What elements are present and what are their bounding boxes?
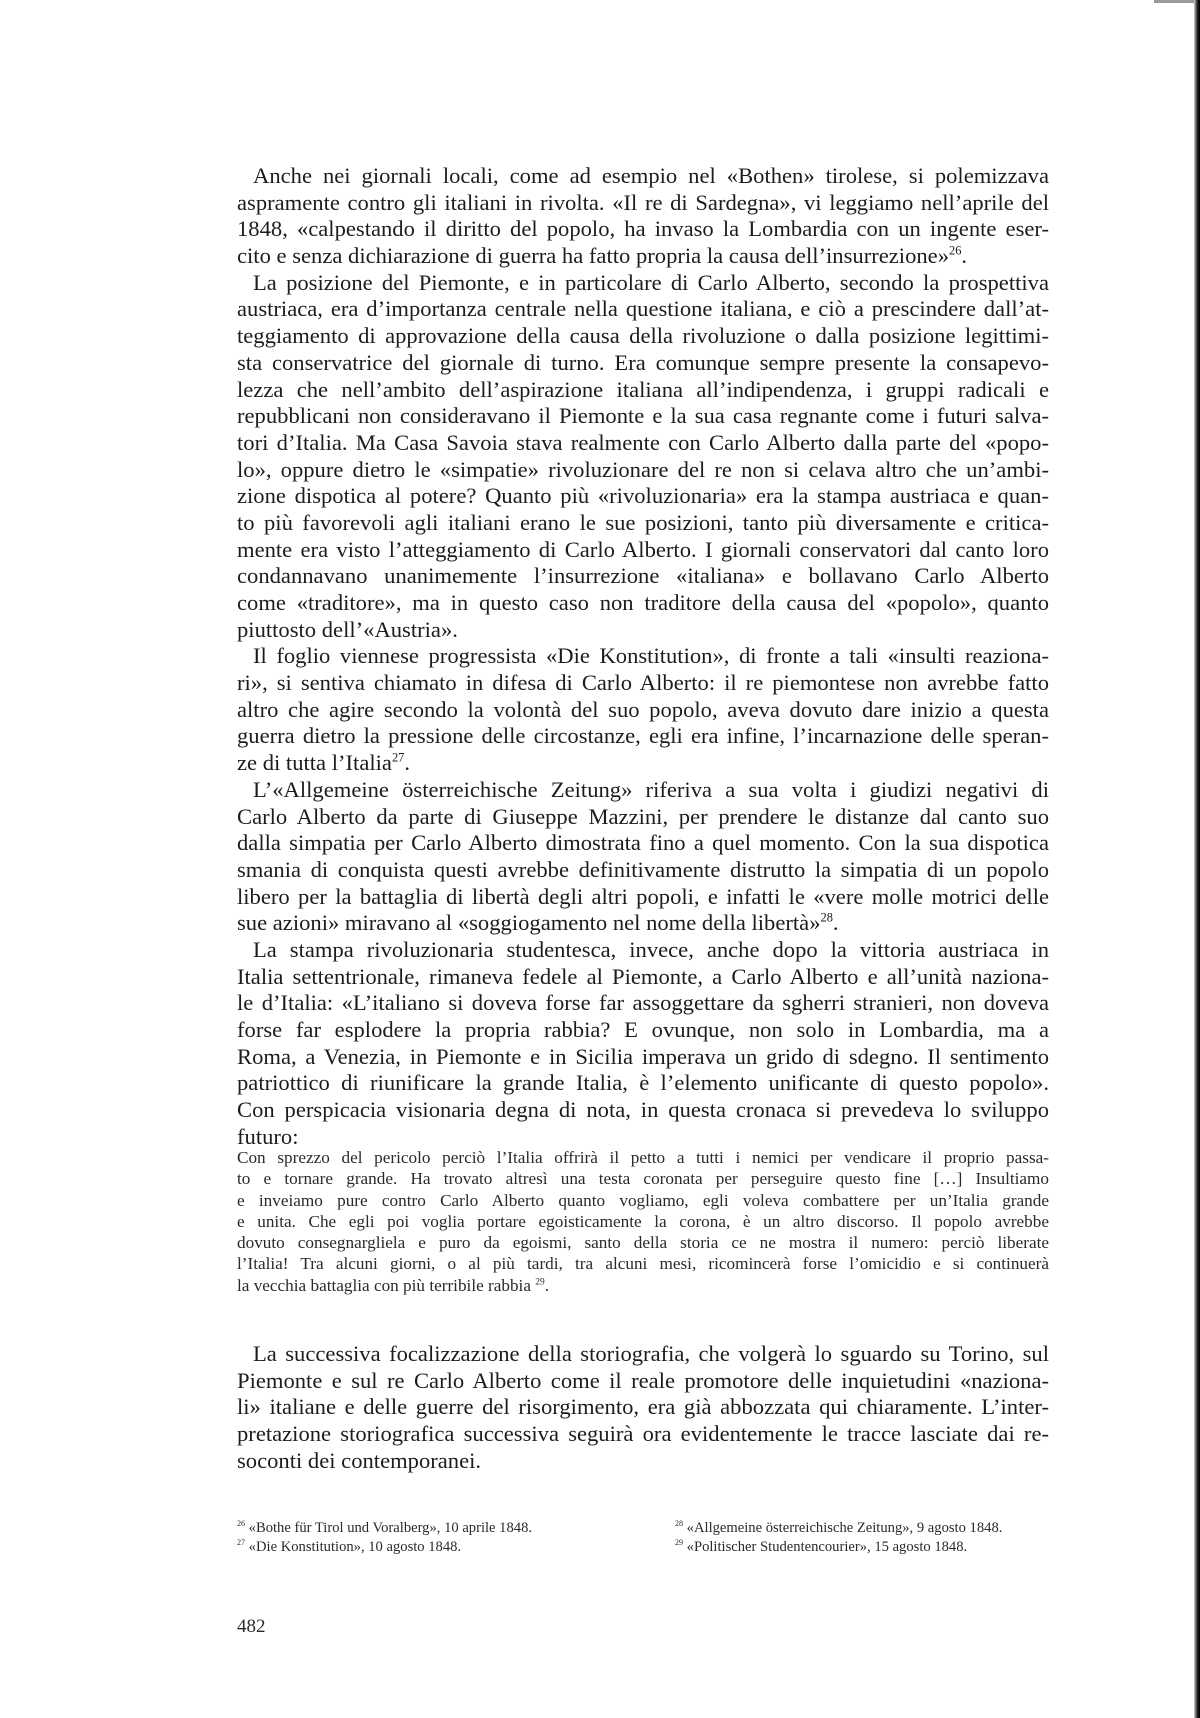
line-text: condannavano unanimemente l’insurrezione «italiana» e bollavano Carlo Alberto (237, 563, 1049, 589)
line-text: 1848, «calpestando il diritto del popolo, ha invaso la Lombardia con un ingente eser- (237, 216, 1049, 242)
footnote-number: 29 (675, 1538, 684, 1548)
line-text: aspramente contro gli italiani in rivolta. «Il re di Sardegna», vi leggiamo nell’aprile del (237, 189, 1049, 215)
line-text: L’«Allgemeine österreichische Zeitung» riferiva a sua volta i giudizi negativi di (253, 776, 1049, 802)
line-text: e inveiamo pure contro Carlo Alberto quanto vogliamo, egli voleva combattere per un’Italia grande (237, 1190, 1049, 1210)
text-line (237, 1394, 1049, 1421)
text-line (237, 1253, 1049, 1274)
footnote-number: 26 (237, 1519, 246, 1529)
line-end-punctuation: . (404, 750, 411, 776)
text-line (237, 323, 1049, 350)
line-text: teggiamento di approvazione della causa della rivoluzione o dalla posizione legittimi- (237, 323, 1049, 349)
line-text: le d’Italia: «L’italiano si doveva forse far assoggettare da sgherri stranieri, non doveva (237, 990, 1049, 1016)
text-line (237, 563, 1049, 590)
line-text: La posizione del Piemonte, e in particolare di Carlo Alberto, secondo la prospettiva (253, 269, 1049, 295)
footnote-reference: 28 (820, 910, 833, 925)
scan-edge-top (1154, 0, 1194, 3)
line-end-punctuation: . (832, 910, 839, 936)
text-line (237, 1044, 1049, 1071)
footnote (237, 1538, 532, 1557)
line-text: sue azioni» miravano al «soggiogamento nel nome della libertà» (237, 910, 821, 936)
line-text: li» italiane e delle guerre del risorgimento, era già abbozzata qui chiaramente. L’inter- (237, 1394, 1049, 1420)
line-text: Roma, a Venezia, in Piemonte e in Sicilia imperava un grido di sdegno. Il sentimento (237, 1043, 1049, 1069)
line-text: dalla simpatia per Carlo Alberto dimostrata fino a quel momento. Con la sua dispotica (237, 830, 1049, 856)
line-end-punctuation: . (544, 1275, 550, 1295)
text-line (237, 243, 1049, 270)
footnote-text: «Die Konstitution», 10 agosto 1848. (248, 1539, 462, 1555)
text-line (237, 537, 1049, 564)
footnote-text: «Bothe für Tirol und Voralberg», 10 aprile 1848. (248, 1520, 533, 1536)
text-line (237, 270, 1049, 297)
block-quote (237, 1147, 1049, 1296)
text-line (237, 857, 1049, 884)
text-line (237, 804, 1049, 831)
line-text: Con sprezzo del pericolo perciò l’Italia offrirà il petto a tutti i nemici per vendicare il proprio passa- (237, 1148, 1049, 1167)
line-text: altro che agire secondo la volontà del suo popolo, aveva dovuto dare inizio a questa (237, 696, 1049, 722)
line-text: austriaca, era d’importanza centrale nella questione italiana, e ciò a prescindere dall’at- (237, 296, 1049, 322)
text-line (237, 457, 1049, 484)
text-line (237, 296, 1049, 323)
line-text: smania di conquista questi avrebbe definitivamente distrutto la simpatia di un popolo (237, 856, 1049, 882)
line-text: La stampa rivoluzionaria studentesca, invece, anche dopo la vittoria austriaca in (253, 936, 1049, 962)
text-line (237, 643, 1049, 670)
text-line (237, 1421, 1049, 1448)
line-text: come «traditore», ma in questo caso non traditore della causa del «popolo», quanto (237, 590, 1049, 615)
text-line (237, 190, 1049, 217)
text-line (237, 937, 1049, 964)
footnote-reference: 26 (949, 243, 962, 258)
scan-edge-shadow (1194, 0, 1200, 1718)
text-line (237, 1097, 1049, 1124)
footnotes-right-column (675, 1519, 1002, 1557)
text-line (237, 1147, 1049, 1168)
footnotes-left-column (237, 1519, 532, 1557)
line-text: piuttosto dell’«Austria». (237, 616, 458, 642)
footnote-reference: 27 (391, 750, 405, 765)
text-line (237, 1070, 1049, 1097)
text-line (237, 377, 1049, 404)
line-end-punctuation: . (961, 243, 968, 269)
footnote-number: 28 (675, 1519, 684, 1529)
footnote-number: 27 (237, 1538, 246, 1548)
closing-paragraph (237, 1341, 1049, 1474)
line-text: ri», si sentiva chiamato in difesa di Carlo Alberto: il re piemontese non avrebbe fatto (237, 670, 1049, 696)
line-text: Il foglio viennese progressista «Die Konstitution», di fronte a tali «insulti reaziona- (253, 643, 1049, 669)
text-line (237, 590, 1049, 617)
line-text: mente era visto l’atteggiamento di Carlo Alberto. I giornali conservatori dal canto loro (237, 536, 1049, 562)
text-line (237, 510, 1049, 537)
text-line (237, 697, 1049, 724)
line-text: lezza che nell’ambito dell’aspirazione italiana all’indipendenza, i gruppi radicali e (237, 376, 1049, 402)
text-line (237, 1232, 1049, 1253)
footnote (675, 1538, 1002, 1557)
line-text: La successiva focalizzazione della storiografia, che volgerà lo sguardo su Torino, sul (253, 1341, 1049, 1366)
line-text: Italia settentrionale, rimaneva fedele al Piemonte, a Carlo Alberto e all’unità naziona- (237, 963, 1049, 989)
main-text (237, 163, 1049, 1150)
text-line (237, 617, 1049, 644)
line-text: guerra dietro la pressione delle circostanze, egli era infine, l’incarnazione delle speran- (237, 723, 1049, 749)
line-text: Carlo Alberto da parte di Giuseppe Mazzini, per prendere le distanze dal canto suo (237, 803, 1049, 829)
page-number: 482 (237, 1616, 266, 1637)
text-line (237, 750, 1049, 777)
line-text: forse far esplodere la propria rabbia? E ovunque, non solo in Lombardia, ma a (237, 1017, 1049, 1042)
footnote-reference: 29 (535, 1277, 545, 1288)
text-line (237, 483, 1049, 510)
text-line (237, 350, 1049, 377)
text-line (237, 1448, 1049, 1475)
line-text: lo», oppure dietro le «simpatie» rivoluzionare del re non si celava altro che un’ambi- (237, 456, 1049, 482)
text-line (237, 884, 1049, 911)
text-line (237, 910, 1049, 937)
line-text: e unita. Che egli poi voglia portare egoisticamente la corona, è un altro discorso. Il popolo avrebbe (237, 1211, 1049, 1231)
text-line (237, 1368, 1049, 1395)
line-text: soconti dei contemporanei. (237, 1447, 482, 1473)
footnote (237, 1519, 532, 1538)
line-text: cito e senza dichiarazione di guerra ha fatto propria la causa dell’insurrezione» (237, 243, 949, 269)
line-text: libero per la battaglia di libertà degli altri popoli, e infatti le «vere molle motrici delle (237, 883, 1049, 909)
line-text: pretazione storiografica successiva seguirà ora evidentemente le tracce lasciate dai re- (237, 1421, 1049, 1447)
line-text: sta conservatrice del giornale di turno. Era comunque sempre presente la consapevo- (237, 349, 1049, 375)
text-line (237, 216, 1049, 243)
line-text: repubblicani non consideravano il Piemonte e la sua casa regnante come i futuri salva- (237, 403, 1049, 429)
text-line (237, 1168, 1049, 1189)
line-text: Con perspicacia visionaria degna di nota, in questa cronaca si prevedeva lo sviluppo (237, 1097, 1049, 1123)
text-line (237, 990, 1049, 1017)
line-text: ze di tutta l’Italia (237, 750, 392, 776)
footnote-text: «Allgemeine österreichische Zeitung», 9 agosto 1848. (686, 1520, 1003, 1536)
text-line (237, 830, 1049, 857)
line-text: to e tornare grande. Ha trovato altresì una testa coronata per perseguire questo fine […] Insultiamo (237, 1169, 1049, 1189)
line-text: tori d’Italia. Ma Casa Savoia stava realmente con Carlo Alberto dalla parte del «popo- (237, 429, 1049, 455)
text-line (237, 964, 1049, 991)
text-line (237, 163, 1049, 190)
footnote-text: «Politischer Studentencourier», 15 agosto 1848. (686, 1539, 968, 1555)
text-line (237, 1341, 1049, 1368)
text-line (237, 1275, 1049, 1296)
text-line (237, 670, 1049, 697)
line-text: Anche nei giornali locali, come ad esempio nel «Bothen» tirolese, si polemizzava (253, 163, 1049, 188)
text-line (237, 403, 1049, 430)
text-line (237, 430, 1049, 457)
line-text: dovuto consegnargliela e puro da egoismi, santo della storia ce ne mostra il numero: perciò liberate (237, 1233, 1049, 1253)
line-text: zione dispotica al potere? Quanto più «rivoluzionaria» era la stampa austriaca e quan- (237, 483, 1049, 509)
text-line (237, 1017, 1049, 1044)
line-text: la vecchia battaglia con più terribile rabbia (237, 1275, 536, 1295)
line-text: to più favorevoli agli italiani erano le sue posizioni, tanto più diversamente e critica- (237, 509, 1049, 535)
text-line (237, 777, 1049, 804)
line-text: l’Italia! Tra alcuni giorni, o al più tardi, tra alcuni mesi, ricomincerà forse l’omicidio e si continuerà (237, 1254, 1049, 1274)
text-line (237, 723, 1049, 750)
line-text: Piemonte e sul re Carlo Alberto come il reale promotore delle inquietudini «naziona- (237, 1367, 1049, 1393)
text-line (237, 1211, 1049, 1232)
footnote (675, 1519, 1002, 1538)
text-line (237, 1190, 1049, 1211)
line-text: futuro: (237, 1123, 299, 1149)
line-text: patriottico di riunificare la grande Italia, è l’elemento unificante di questo popolo». (237, 1070, 1049, 1096)
